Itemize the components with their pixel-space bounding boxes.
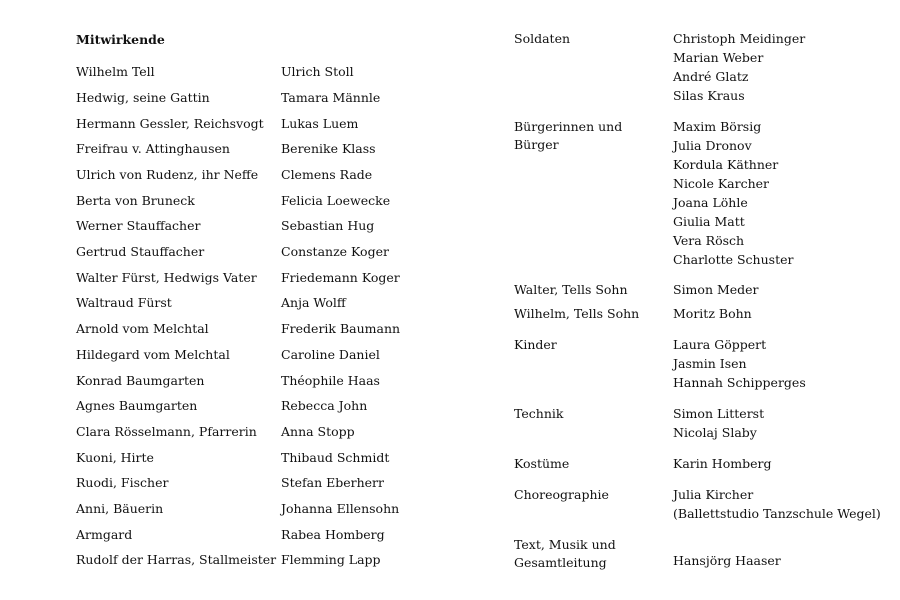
role-name: Waltraud Fürst bbox=[76, 295, 172, 310]
role-name: Hildegard vom Melchtal bbox=[76, 347, 230, 362]
group-names bbox=[673, 486, 881, 524]
group-names bbox=[673, 118, 793, 270]
member-name: (Ballettstudio Tanzschule Wegel) bbox=[673, 506, 881, 521]
member-name: Julia Dronov bbox=[673, 138, 752, 153]
role-name: Konrad Baumgarten bbox=[76, 373, 205, 388]
group-label: Kostüme bbox=[514, 456, 570, 471]
member-name: Laura Göppert bbox=[673, 337, 767, 352]
group-label: Choreographie bbox=[514, 487, 609, 502]
member-name: Christoph Meidinger bbox=[673, 31, 806, 46]
actor-name: Friedemann Koger bbox=[281, 270, 400, 285]
member-name: Moritz Bohn bbox=[673, 306, 752, 321]
member-name: Simon Meder bbox=[673, 282, 759, 297]
role-name: Hermann Gessler, Reichsvogt bbox=[76, 116, 264, 131]
group-names bbox=[673, 405, 764, 443]
actor-name: Clemens Rade bbox=[281, 167, 373, 182]
actor-name: Rebecca John bbox=[281, 398, 368, 413]
group-names bbox=[673, 336, 806, 393]
page-heading: Mitwirkende bbox=[76, 32, 165, 47]
role-name: Clara Rösselmann, Pfarrerin bbox=[76, 424, 257, 439]
group-label: Walter, Tells Sohn bbox=[514, 282, 628, 297]
role-name: Kuoni, Hirte bbox=[76, 450, 154, 465]
role-name: Hedwig, seine Gattin bbox=[76, 90, 210, 105]
role-name: Anni, Bäuerin bbox=[76, 501, 164, 516]
actor-name: Thibaud Schmidt bbox=[281, 450, 390, 465]
role-name: Berta von Bruneck bbox=[76, 193, 195, 208]
actor-name: Constanze Koger bbox=[281, 244, 389, 259]
role-name: Ulrich von Rudenz, ihr Neffe bbox=[76, 167, 259, 182]
actor-name: Théophile Haas bbox=[281, 373, 380, 388]
role-name: Walter Fürst, Hedwigs Vater bbox=[76, 270, 257, 285]
actor-name: Berenike Klass bbox=[281, 141, 376, 156]
actor-name: Frederik Baumann bbox=[281, 321, 401, 336]
member-name: Jasmin Isen bbox=[673, 356, 747, 371]
member-name: André Glatz bbox=[673, 69, 749, 84]
role-name: Werner Stauffacher bbox=[76, 218, 201, 233]
actor-name: Ulrich Stoll bbox=[281, 64, 354, 79]
group-names bbox=[673, 30, 805, 106]
actor-name: Anja Wolff bbox=[281, 295, 346, 310]
group-names bbox=[673, 455, 771, 474]
actor-name: Sebastian Hug bbox=[281, 218, 375, 233]
role-name: Freifrau v. Attinghausen bbox=[76, 141, 230, 156]
group-label: Technik bbox=[514, 406, 564, 421]
actor-name: Johanna Ellensohn bbox=[281, 501, 400, 516]
member-name: Kordula Käthner bbox=[673, 157, 779, 172]
member-name: Giulia Matt bbox=[673, 214, 745, 229]
member-name: Maxim Börsig bbox=[673, 119, 762, 134]
actor-name: Caroline Daniel bbox=[281, 347, 380, 362]
role-name: Armgard bbox=[76, 527, 133, 542]
actor-name: Rabea Homberg bbox=[281, 527, 385, 542]
actor-name: Tamara Männle bbox=[281, 90, 381, 105]
member-name: Silas Kraus bbox=[673, 88, 745, 103]
member-name: Marian Weber bbox=[673, 50, 764, 65]
actor-name: Flemming Lapp bbox=[281, 552, 381, 567]
role-name: Rudolf der Harras, Stallmeister bbox=[76, 552, 277, 567]
role-name: Agnes Baumgarten bbox=[76, 398, 198, 413]
member-name: Simon Litterst bbox=[673, 406, 765, 421]
group-label: Kinder bbox=[514, 337, 557, 352]
member-name: Joana Löhle bbox=[673, 195, 748, 210]
member-name: Karin Homberg bbox=[673, 456, 772, 471]
role-name: Ruodi, Fischer bbox=[76, 475, 169, 490]
actor-name: Stefan Eberherr bbox=[281, 475, 384, 490]
member-name: Nicole Karcher bbox=[673, 176, 770, 191]
role-name: Arnold vom Melchtal bbox=[76, 321, 209, 336]
actor-name: Anna Stopp bbox=[281, 424, 355, 439]
group-label: Bürgerinnen und Bürger bbox=[514, 119, 623, 152]
role-name: Wilhelm Tell bbox=[76, 64, 155, 79]
actor-name: Lukas Luem bbox=[281, 116, 359, 131]
member-name: Julia Kircher bbox=[673, 487, 754, 502]
member-name: Hansjörg Haaser bbox=[673, 553, 781, 568]
actor-name: Felicia Loewecke bbox=[281, 193, 391, 208]
group-label: Wilhelm, Tells Sohn bbox=[514, 306, 640, 321]
member-name: Charlotte Schuster bbox=[673, 252, 794, 267]
group-names bbox=[673, 552, 781, 571]
member-name: Hannah Schipperges bbox=[673, 375, 806, 390]
member-name: Vera Rösch bbox=[673, 233, 745, 248]
group-names bbox=[673, 281, 759, 300]
role-name: Gertrud Stauffacher bbox=[76, 244, 205, 259]
member-name: Nicolaj Slaby bbox=[673, 425, 757, 440]
group-label: Text, Musik und Gesamtleitung bbox=[514, 537, 616, 570]
group-label: Soldaten bbox=[514, 31, 571, 46]
group-names bbox=[673, 305, 752, 324]
